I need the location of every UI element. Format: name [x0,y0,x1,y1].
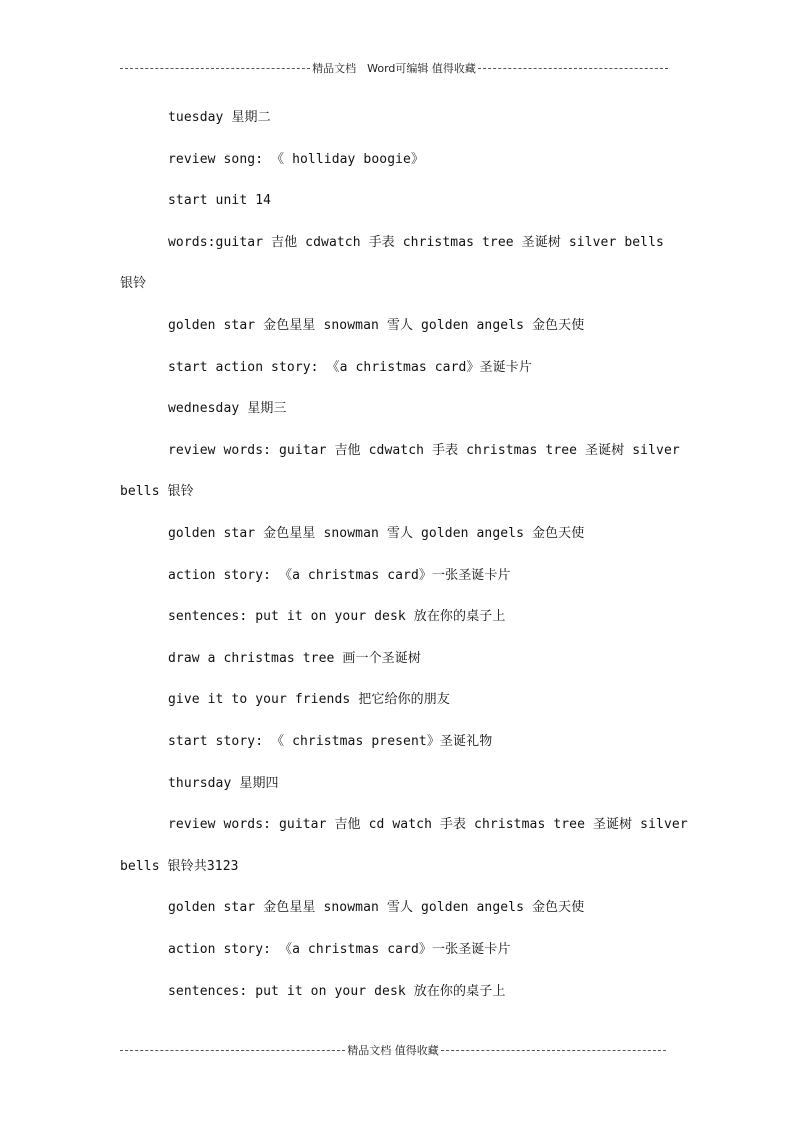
header-text: 精品文档 Word可编辑 值得收藏 [312,62,476,75]
text-line: review song: 《 holliday boogie》 [168,152,425,167]
footer-text: 精品文档 值得收藏 [347,1044,439,1057]
text-line: golden star 金色星星 snowman 雪人 golden angels 金色天使 [168,900,585,915]
page-footer [120,1043,666,1057]
text-line: review words: guitar 吉他 cd watch 手表 christmas tree 圣诞树 silver [168,817,688,832]
footer-dash-right [441,1050,666,1051]
text-line: give it to your friends 把它给你的朋友 [168,692,450,707]
text-line: start action story: 《a christmas card》圣诞卡片 [168,360,532,375]
text-line: draw a christmas tree 画一个圣诞树 [168,651,421,666]
text-line: thursday 星期四 [168,776,279,791]
text-line: start story: 《 christmas present》圣诞礼物 [168,734,493,749]
text-line: action story: 《a christmas card》一张圣诞卡片 [168,942,511,957]
text-line: 银铃 [120,276,147,291]
header-dash-right [478,68,668,69]
text-line: golden star 金色星星 snowman 雪人 golden angels 金色天使 [168,526,585,541]
text-line: words:guitar 吉他 cdwatch 手表 christmas tree 圣诞树 silver bells [168,235,664,250]
text-line: action story: 《a christmas card》一张圣诞卡片 [168,568,511,583]
text-line: start unit 14 [168,193,272,208]
header-dash-left [120,68,310,69]
text-line: review words: guitar 吉他 cdwatch 手表 christmas tree 圣诞树 silver [168,443,680,458]
text-line: tuesday 星期二 [168,110,271,125]
text-line: wednesday 星期三 [168,401,287,416]
text-line: golden star 金色星星 snowman 雪人 golden angels 金色天使 [168,318,585,333]
footer-dash-left [120,1050,345,1051]
text-line: sentences: put it on your desk 放在你的桌子上 [168,609,506,624]
text-line: sentences: put it on your desk 放在你的桌子上 [168,984,506,999]
text-line: bells 银铃 [120,484,194,499]
page-header [120,61,668,75]
text-line: bells 银铃共3123 [120,859,239,874]
